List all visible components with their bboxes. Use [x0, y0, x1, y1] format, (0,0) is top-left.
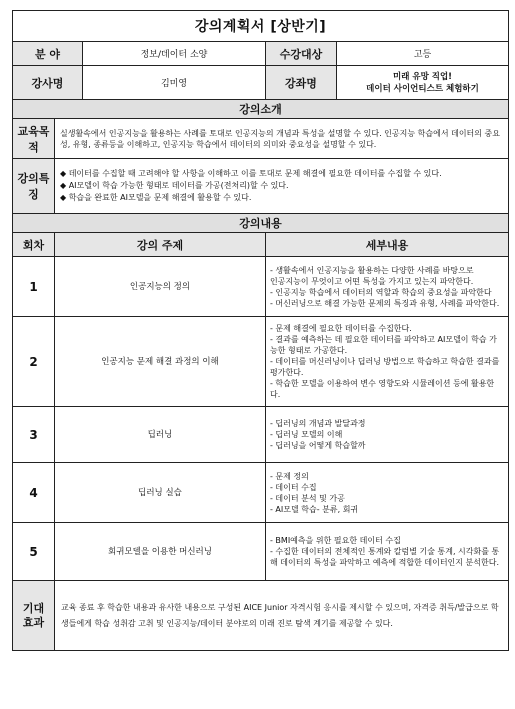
feature-item: ◆ AI모델이 학습 가능한 형태로 데이터를 가공(전처리)할 수 있다.: [60, 181, 289, 190]
field-label: 분 야: [13, 42, 83, 66]
detail-line: - 문제 해결에 필요한 데이터를 수집한다.: [270, 324, 412, 333]
course-value-line2: 데이터 사이언티스트 체험하기: [366, 83, 479, 94]
goal-text: 실생활속에서 인공지능을 활용하는 사례를 토대로 인공지능의 개념과 특성을 설명할 수 있다. 인공지능 학습에서 데이터의 중요성, 유형, 종류등을 이해하고, 인공지능 학습에서 데이터의 의미와 중요성을 설명할 수 있다.: [55, 119, 509, 159]
field-value: 정보/데이터 소양: [83, 42, 266, 66]
session-topic: 인공지능의 정의: [55, 257, 266, 317]
detail-line: - 머신러닝으로 해결 가능한 문제의 특징과 유형, 사례를 파악한다.: [270, 298, 500, 308]
effect-text: 교육 종료 후 학습한 내용과 유사한 내용으로 구성된 AICE Junior 자격시험 응시를 제시할 수 있으며, 자격증 취득/발급으로 학생들에게 학습 성취감 고취 및 인공지능/데이터 분야로의 미래 진로 탐색 계기를 제공할 수 있다.: [55, 581, 509, 651]
effect-label: [13, 581, 55, 651]
content-heading: 강의내용: [13, 214, 509, 233]
feature-item: ◆ 데이터를 수집할 때 고려해야 할 사항을 이해하고 이를 토대로 문제 해결에 필요한 데이터를 수집할 수 있다.: [60, 169, 442, 178]
course-cell: [266, 66, 509, 100]
detail-line: - 결과를 예측하는 데 필요한 데이터를 파악하고 AI모델이 학습 가능한 형태로 가공한다.: [270, 335, 497, 355]
target-cell: [266, 42, 509, 66]
session-number: 1: [13, 257, 55, 317]
detail-line: 인공지능이 무엇이고 어떤 특성을 가지고 있는지 파악한다.: [270, 276, 474, 286]
session-topic: 딥러닝 실습: [55, 463, 266, 523]
col-topic: 강의 주제: [55, 233, 266, 257]
course-label: 강좌명: [266, 66, 337, 99]
course-value-line1: 미래 유망 직업!: [392, 71, 453, 82]
detail-line: - BMI예측을 위한 필요한 데이터 수집: [270, 536, 401, 545]
session-number: 3: [13, 407, 55, 463]
detail-line: - 생활속에서 인공지능을 활용하는 다양한 사례를 바탕으로: [270, 265, 474, 275]
lecture-plan-table: [12, 10, 509, 651]
effect-label-line2: 효과: [22, 615, 45, 629]
session-details: [266, 407, 509, 463]
detail-line: - 딥러닝을 어떻게 학습할까: [270, 441, 366, 450]
session-row: [13, 407, 509, 463]
detail-line: - AI모델 학습- 분류, 회귀: [270, 504, 359, 514]
session-details: [266, 257, 509, 317]
detail-line: - 딥러닝의 개념과 발달과정: [270, 419, 366, 428]
feature-list: [55, 159, 509, 214]
session-number: 4: [13, 463, 55, 523]
instructor-value: 김미영: [83, 66, 266, 100]
col-detail: 세부내용: [266, 233, 509, 257]
detail-line: - 수집한 데이터의 전체적인 통계와 칼럼별 기술 통계, 시각화를 통해 데이터의 특성을 파악하고 예측에 적합한 데이터인지 분석한다.: [270, 547, 500, 567]
session-number: 5: [13, 523, 55, 581]
session-details: [266, 317, 509, 407]
detail-line: - 데이터 분석 및 가공: [270, 493, 345, 503]
course-value: [337, 66, 508, 99]
session-number: 2: [13, 317, 55, 407]
session-row: [13, 523, 509, 581]
col-session: 회차: [13, 233, 55, 257]
feature-label: 강의특징: [13, 159, 55, 214]
session-row: [13, 463, 509, 523]
instructor-label: 강사명: [13, 66, 83, 100]
detail-line: - 딥러닝 모델의 이해: [270, 430, 343, 439]
detail-line: - 데이터 수집: [270, 482, 317, 492]
feature-item: ◆ 학습을 완료한 AI모델을 문제 해결에 활용할 수 있다.: [60, 193, 252, 202]
document-title: 강의계획서 [상반기]: [13, 11, 509, 42]
session-topic: 딥러닝: [55, 407, 266, 463]
session-details: [266, 523, 509, 581]
effect-label-line1: 기대: [22, 601, 45, 615]
session-topic: 인공지능 문제 해결 과정의 이해: [55, 317, 266, 407]
intro-heading: 강의소개: [13, 100, 509, 119]
session-topic: 회귀모델을 이용한 머신러닝: [55, 523, 266, 581]
detail-line: - 문제 정의: [270, 471, 309, 481]
session-details: [266, 463, 509, 523]
session-row: [13, 317, 509, 407]
session-row: [13, 257, 509, 317]
goal-label: 교육목적: [13, 119, 55, 159]
target-value: 고등: [413, 50, 432, 60]
detail-line: - 데이터를 머신러닝이나 딥러닝 방법으로 학습하고 학습한 결과를 평가한다.: [270, 357, 500, 377]
detail-line: - 인공지능 학습에서 데이터의 역할과 학습의 중요성을 파악한다: [270, 287, 492, 297]
target-label: 수강대상: [266, 42, 337, 65]
detail-line: - 학습한 모델을 이용하여 변수 영향도와 시뮬레이션 등에 활용한다.: [270, 379, 495, 399]
